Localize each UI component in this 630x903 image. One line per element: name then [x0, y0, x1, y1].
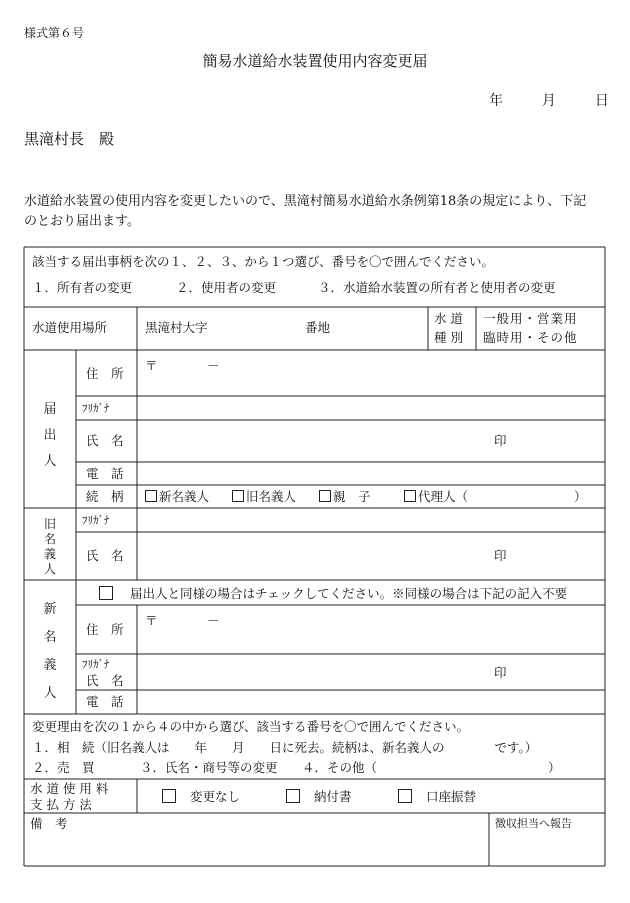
- new-owner-label-3: 義: [43, 658, 57, 673]
- new-owner-label-1: 新: [43, 602, 57, 617]
- form-number: 様式第６号: [24, 26, 85, 40]
- new-owner-address-label: 住 所: [86, 622, 124, 637]
- reason-option-sale[interactable]: ２．売 買: [32, 760, 95, 775]
- relation-agent[interactable]: 代理人（: [404, 489, 468, 505]
- water-type-option-general[interactable]: 一般用・営業用: [483, 311, 578, 326]
- relation-new-owner[interactable]: 新名義人: [145, 489, 209, 505]
- new-owner-name-label: 氏 名: [86, 673, 124, 688]
- addressee: 黒滝村長 殿: [24, 130, 115, 148]
- notifier-section-label-2: 出: [43, 428, 57, 443]
- intro-text: 水道給水装置の使用内容を変更したいので、黒滝村簡易水道給水条例第18条の規定により、下記のとおり届出ます。: [24, 194, 587, 229]
- notifier-phone-label: 電 話: [86, 466, 124, 481]
- date-line: [489, 90, 609, 110]
- new-owner-label-4: 人: [43, 686, 57, 701]
- selection-option-3[interactable]: ３．水道給水装置の所有者と使用者の変更: [318, 280, 556, 295]
- location-banchi: 番地: [305, 320, 331, 335]
- notifier-section-label-3: 人: [43, 454, 57, 469]
- date-day: 日: [594, 93, 609, 109]
- old-owner-label-1: 旧: [43, 517, 56, 531]
- form-title: 簡易水道給水装置使用内容変更届: [202, 52, 428, 70]
- new-owner-phone-input[interactable]: [140, 691, 600, 713]
- new-owner-label-2: 名: [43, 630, 57, 645]
- old-owner-furigana-input[interactable]: [140, 509, 600, 531]
- old-owner-label-2: 名: [43, 532, 56, 546]
- notifier-address-input[interactable]: [140, 350, 600, 395]
- same-as-notifier-checkbox[interactable]: [99, 586, 113, 600]
- reason-option-name-change[interactable]: ３．氏名・商号等の変更: [140, 760, 278, 775]
- notifier-address-label: 住 所: [86, 366, 124, 381]
- location-village: 黒滝村大字: [145, 320, 208, 335]
- new-owner-postal-mark: 〒: [145, 613, 158, 628]
- notifier-furigana-input[interactable]: [140, 397, 600, 419]
- water-type-label-2: 種 別: [434, 330, 463, 345]
- new-owner-phone-label: 電 話: [86, 694, 124, 709]
- notifier-section-label-1: 届: [43, 402, 57, 417]
- new-owner-furigana-label: ﾌﾘｶﾞﾅ: [82, 658, 110, 671]
- notifier-furigana-label: ﾌﾘｶﾞﾅ: [82, 402, 110, 415]
- new-owner-name-input[interactable]: [140, 655, 600, 689]
- reason-instruction: 変更理由を次の１から４の中から選び、該当する番号を〇で囲んでください。: [32, 719, 470, 734]
- payment-bank-transfer[interactable]: 口座振替: [398, 789, 476, 805]
- notifier-name-input[interactable]: [140, 421, 600, 461]
- reason-other-close-paren: ）: [548, 760, 561, 775]
- same-as-notifier-text: 届出人と同様の場合はチェックしてください。※同様の場合は下記の記入不要: [130, 586, 568, 601]
- date-month: 月: [541, 93, 556, 109]
- notifier-postal-dash: －: [207, 358, 220, 373]
- notifier-postal-mark: 〒: [145, 358, 158, 373]
- relation-close-paren: ）: [574, 489, 587, 504]
- old-owner-furigana-label: ﾌﾘｶﾞﾅ: [82, 514, 110, 527]
- new-owner-postal-dash: －: [207, 613, 220, 628]
- checkbox-icon: [404, 490, 416, 502]
- old-owner-label-3: 義: [43, 547, 56, 561]
- notifier-seal: 印: [494, 433, 507, 448]
- old-owner-name-input[interactable]: [140, 533, 600, 579]
- notifier-name-label: 氏 名: [86, 433, 124, 448]
- remarks-input[interactable]: [28, 832, 484, 864]
- payment-label-1: 水 道 使 用 料: [30, 781, 109, 796]
- payment-invoice[interactable]: 納付書: [286, 789, 352, 805]
- relation-old-owner[interactable]: 旧名義人: [232, 489, 296, 505]
- payment-label-2: 支 払 方 法: [30, 797, 92, 812]
- checkbox-icon: [232, 490, 244, 502]
- checkbox-icon: [319, 490, 331, 502]
- notifier-phone-input[interactable]: [140, 463, 600, 484]
- relation-parent-child[interactable]: 親 子: [319, 489, 371, 505]
- old-owner-seal: 印: [494, 548, 507, 563]
- checkbox-icon: [145, 490, 157, 502]
- selection-instruction: 該当する届出事柄を次の１、２、３、から１つ選び、番号を〇で囲んでください。: [32, 254, 495, 269]
- water-type-label-1: 水 道: [434, 311, 463, 326]
- selection-option-1[interactable]: １．所有者の変更: [32, 280, 133, 295]
- reason-option-inheritance[interactable]: １．相 続（旧名義人は 年 月 日に死去。続柄は、新名義人の です。）: [32, 740, 538, 755]
- old-owner-label-4: 人: [43, 562, 56, 576]
- collector-report-label: 徴収担当へ報告: [495, 817, 572, 830]
- old-owner-name-label: 氏 名: [86, 548, 124, 563]
- date-year: 年: [489, 93, 503, 109]
- payment-no-change[interactable]: 変更なし: [162, 789, 240, 805]
- water-type-option-temporary[interactable]: 臨時用・その他: [483, 330, 578, 345]
- checkbox-icon: [398, 789, 412, 803]
- notifier-relation-label: 続 柄: [86, 489, 124, 504]
- checkbox-icon: [286, 789, 300, 803]
- new-owner-seal: 印: [494, 665, 507, 680]
- selection-option-2[interactable]: ２．使用者の変更: [176, 280, 277, 295]
- new-owner-address-input[interactable]: [140, 606, 600, 653]
- checkbox-icon: [162, 789, 176, 803]
- remarks-label: 備 考: [30, 816, 68, 831]
- reason-option-other[interactable]: ４．その他（: [302, 760, 378, 775]
- location-label: 水道使用場所: [32, 320, 108, 335]
